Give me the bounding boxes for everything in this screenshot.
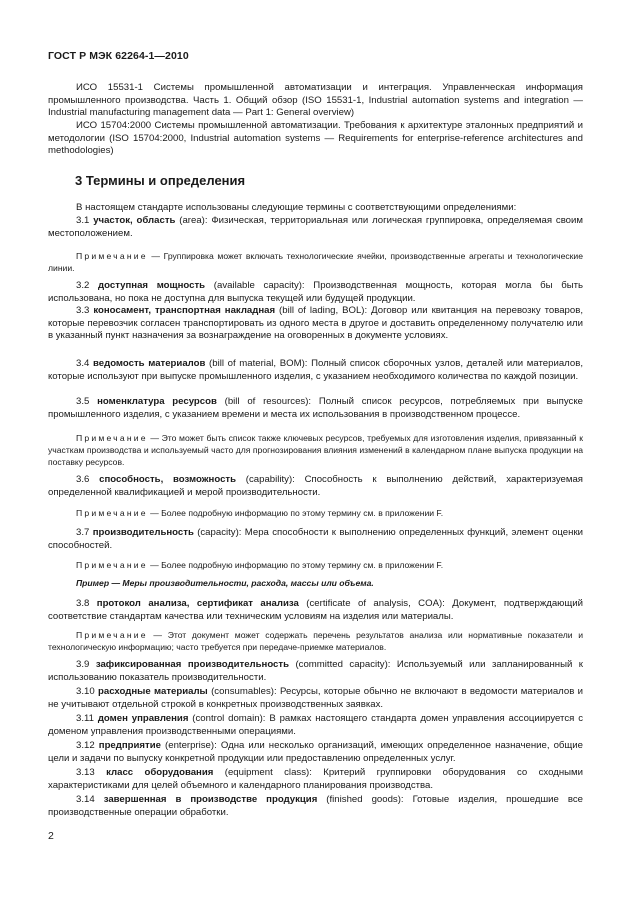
term-name: участок, область <box>93 215 176 226</box>
reference-iso-15704: ИСО 15704:2000 Системы промышленной автоматизации. Требования к архитектуре эталонных предприятий и методологии (ISO 15704:2000, Industrial automation systems — Requirements for enterprise-reference architectures and methodologies) <box>48 120 583 156</box>
note-label: Примечание <box>76 508 148 518</box>
term-name: протокол анализа, сертификат анализа <box>96 598 299 609</box>
note-text: Это может быть список также ключевых ресурсов, требуемых для изготовления изделия, привязанный к участкам производства и используемый часто для прогнозирования влияния изменений в календарном плане выпуска продукции на поставку ресурсов. <box>48 433 583 467</box>
example: Пример — Меры производительности, расхода, массы или объема. <box>76 578 374 588</box>
note-3-7: Примечание — Более подробную информацию по этому термину см. в приложении F. <box>76 560 444 570</box>
term-name: класс оборудования <box>106 767 214 778</box>
reference-iso-15531: ИСО 15531-1 Системы промышленной автоматизации и интеграция. Управленческая информация промышленного производства. Часть 1. Общий обзор (ISO 15531-1, Industrial automation systems and integration — Industrial manufacturing management data — Part 1: General overview) <box>48 82 583 118</box>
term-number: 3.10 <box>76 686 95 697</box>
term-3-13 <box>48 767 583 792</box>
note-3-6: Примечание — Более подробную информацию по этому термину см. в приложении F. <box>76 508 444 518</box>
term-definition: (bill of material, BOM): Полный список сборочных узлов, деталей или материалов, которые используют при выпуске промышленного изделия, с указанием необходимого количества по каждой позиции. <box>48 358 583 382</box>
note-3-5: Примечание — Это может быть список также ключевых ресурсов, требуемых для изготовления изделия, привязанный к участкам производства и используемый часто для прогнозирования влияния изменений в календарном плане выпуска продукции на поставку ресурсов. <box>48 433 583 467</box>
term-name: предприятие <box>98 740 161 751</box>
term-definition: (consumables): Ресурсы, которые обычно не включают в ведомости материалов и не учитывают отдельной строкой в конкретных производственных заявках. <box>48 686 583 710</box>
section-intro: В настоящем стандарте использованы следующие термины с соответствующими определениями: <box>76 202 517 213</box>
term-3-6 <box>48 474 583 499</box>
page-header: ГОСТ Р МЭК 62264-1—2010 <box>48 50 189 62</box>
term-definition: (bill of lading, BOL): Договор или квитанция на перевозку товаров, которые перевозчик согласен транспортировать из одного места в другое и доставить определенному получателю или в указанный пункт назначения за вознаграждение на оговоренных в документе условиях. <box>48 305 583 341</box>
term-definition: (finished goods): Готовые изделия, прошедшие все производственные операции обработки. <box>48 794 583 818</box>
note-3-8: Примечание — Этот документ может содержать перечень результатов анализа или нормативные показатели и технологическую информацию; часто требуется при передаче-приемке материалов. <box>48 630 583 652</box>
term-name: способность, возможность <box>99 474 237 485</box>
note-text: Группировка может включать технологические ячейки, производственные агрегаты и технологические линии. <box>48 251 583 273</box>
term-3-12 <box>48 740 583 765</box>
term-name: завершенная в производстве продукция <box>103 794 318 805</box>
term-definition: (committed capacity): Используемый или запланированный к использованию показатель производительности. <box>48 659 583 683</box>
term-3-7 <box>48 527 583 552</box>
term-definition: (equipment class): Критерий группировки оборудования со сходными характеристиками для целей объемного и календарного планирования производства. <box>48 767 583 791</box>
term-definition: (capability): Способность к выполнению действий, характеризуемая определенной квалификацией и мерой производительности. <box>48 474 584 498</box>
term-name: коносамент, транспортная накладная <box>93 305 276 316</box>
term-definition: (certificate of analysis, COA): Документ, подтверждающий соответствие стандартам качества или техническим условиям на изделия или материалы. <box>48 598 583 622</box>
section-title: 3 Термины и определения <box>75 173 246 188</box>
term-number: 3.9 <box>76 659 90 670</box>
term-3-1 <box>48 215 583 240</box>
note-label: Примечание <box>76 251 148 261</box>
term-number: 3.13 <box>76 767 95 778</box>
term-number: 3.3 <box>76 305 90 316</box>
term-3-14 <box>48 794 583 819</box>
note-label: Примечание <box>76 560 148 570</box>
term-number: 3.8 <box>76 598 90 609</box>
term-3-10 <box>48 686 583 711</box>
term-name: расходные материалы <box>98 686 208 697</box>
term-number: 3.12 <box>76 740 95 751</box>
term-3-4 <box>48 358 583 383</box>
term-name: ведомость материалов <box>93 358 206 369</box>
term-3-8 <box>48 598 583 623</box>
note-label: Примечание <box>76 433 148 443</box>
term-3-11 <box>48 713 583 738</box>
note-3-1: Примечание — Группировка может включать технологические ячейки, производственные агрегаты и технологические линии. <box>48 251 583 273</box>
note-label: Примечание <box>76 630 148 640</box>
term-name: зафиксированная производительность <box>95 659 289 670</box>
note-text: Этот документ может содержать перечень результатов анализа или нормативные показатели и технологическую информацию; часто требуется при передаче-приемке материалов. <box>48 630 583 652</box>
term-number: 3.1 <box>76 215 90 226</box>
term-definition: (area): Физическая, территориальная или логическая группировка, определяемая своим местоположением. <box>48 215 583 239</box>
term-number: 3.2 <box>76 280 90 291</box>
term-number: 3.5 <box>76 396 90 407</box>
note-text: Более подробную информацию по этому термину см. в приложении F. <box>161 508 444 518</box>
term-number: 3.6 <box>76 474 90 485</box>
term-number: 3.11 <box>76 713 94 724</box>
term-3-9 <box>48 659 583 684</box>
term-3-2 <box>48 280 583 305</box>
term-number: 3.14 <box>76 794 95 805</box>
term-name: номенклатура ресурсов <box>97 396 217 407</box>
term-name: производительность <box>92 527 194 538</box>
term-definition: (control domain): В рамках настоящего стандарта домен управления ассоциируется с доменом управления производственными операциями. <box>48 713 583 737</box>
term-definition: (enterprise): Одна или несколько организаций, имеющих определенное назначение, общие цели и задачи по выпуску конкретной продукции или предоставлению определенных услуг. <box>48 740 584 764</box>
term-number: 3.7 <box>76 527 90 538</box>
term-name: доступная мощность <box>98 280 206 291</box>
term-name: домен управления <box>97 713 189 724</box>
term-definition: (available capacity): Производственная мощность, которая могла бы быть использована, но пока не доступна для выпуска текущей или будущей продукции. <box>48 280 583 304</box>
term-definition: (bill of resources): Полный список ресурсов, потребляемых при выпуске промышленного изделия, с указанием времени и места их использования в производственном процессе. <box>48 396 583 420</box>
term-definition: (capacity): Мера способности к выполнению определенных функций, элемент оценки способностей. <box>48 527 583 551</box>
term-number: 3.4 <box>76 358 90 369</box>
page-number: 2 <box>48 830 54 842</box>
term-3-5 <box>48 396 583 421</box>
note-text: Более подробную информацию по этому термину см. в приложении F. <box>161 560 444 570</box>
term-3-3 <box>48 305 583 343</box>
